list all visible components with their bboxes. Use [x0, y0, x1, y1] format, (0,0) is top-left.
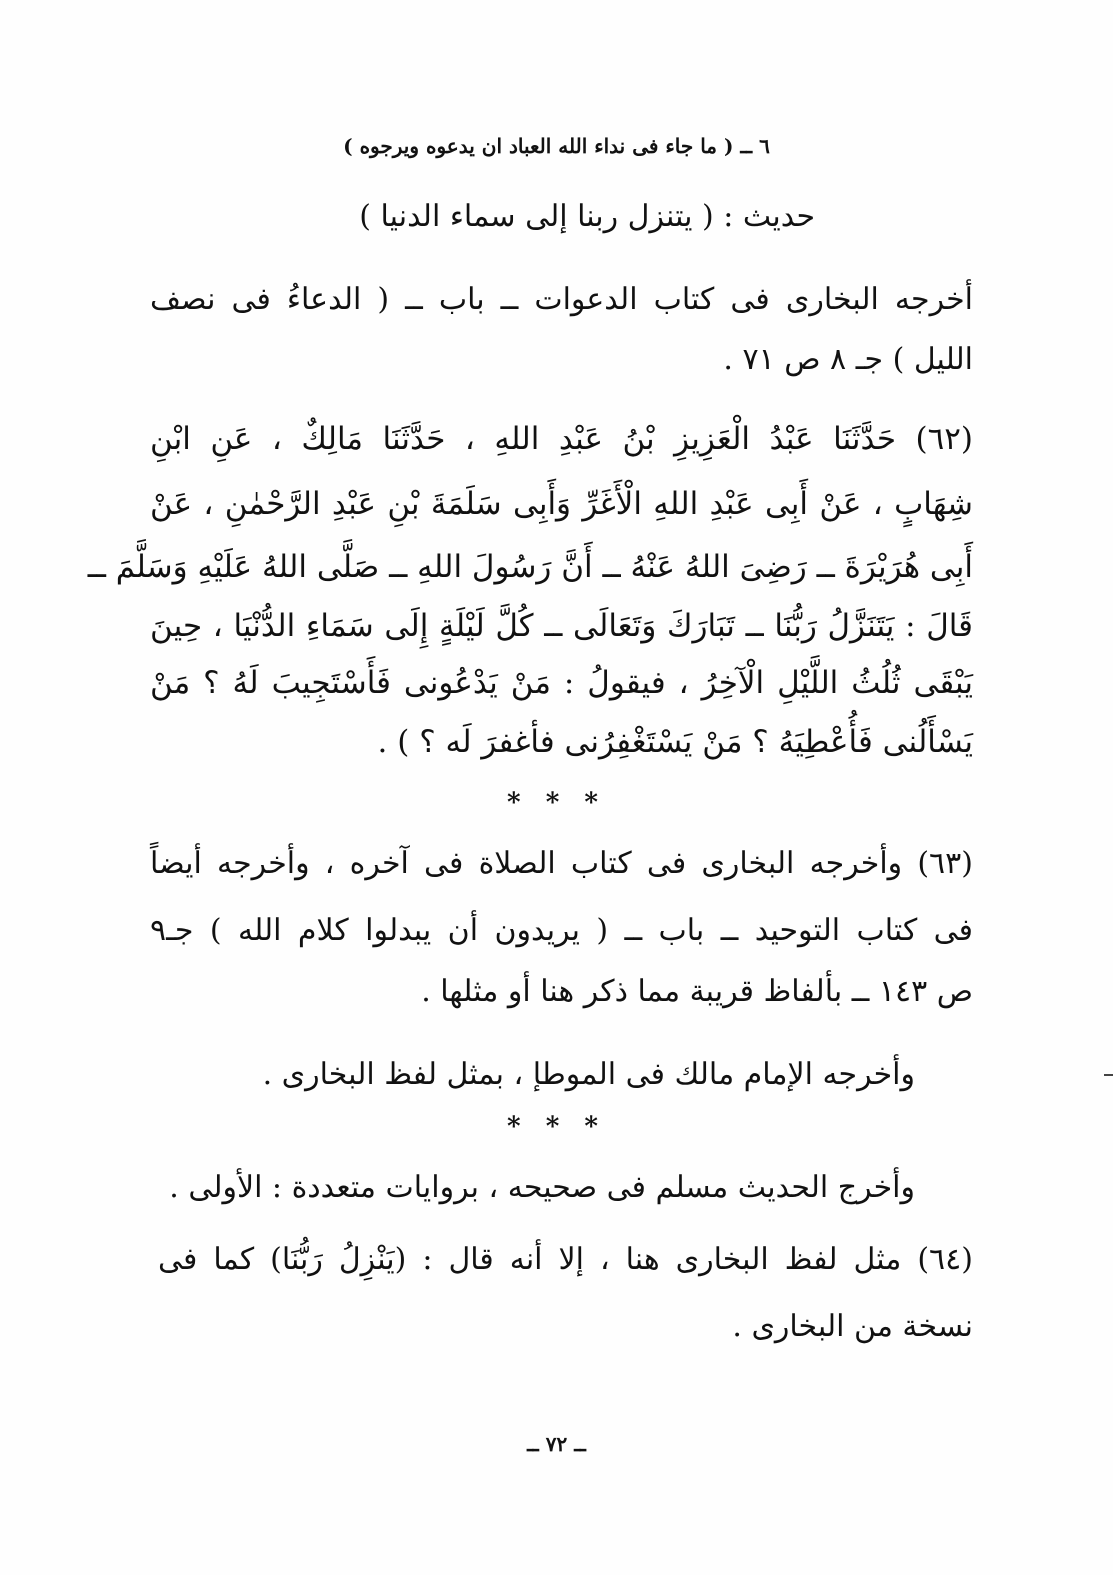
hadith-62-line-1: (٦٢) حَدَّثَنَا عَبْدُ الْعَزِيزِ بْنُ عَبْدِ اللهِ ، حَدَّثَنَا مَالِكٌ ، عَنِ ابْنِ	[150, 421, 973, 457]
section-separator: * * *	[507, 1112, 606, 1142]
hadith-title: حديث : ( يتنزل ربنا إلى سماء الدنيا )	[359, 199, 815, 234]
hadith-62-line-5: يَبْقَى ثُلُثُ اللَّيْلِ الْآخِرُ ، فيقولُ : مَنْ يَدْعُونى فَأَسْتَجِيبَ لَهُ ؟ مَنْ	[150, 665, 973, 701]
hadith-63-line-3: ص ١٤٣ ــ بألفاظ قريبة مما ذكر هنا أو مثلها .	[421, 974, 973, 1009]
hadith-64-line-1: (٦٤) مثل لفظ البخارى هنا ، إلا أنه قال : (يَنْزِلُ رَبُّنَا) كما فى	[158, 1242, 973, 1277]
section-separator: * * *	[507, 788, 606, 818]
hadith-62-line-6: يَسْأَلُنى فَأُعْطِيَهُ ؟ مَنْ يَسْتَغْفِرُنى فأغفرَ لَه ؟ ) .	[377, 724, 973, 760]
page-number: ــ ٧٢ ــ	[527, 1432, 586, 1456]
chapter-heading: ٦ ــ ( ما جاء فى نداء الله العباد ان يدعوه ويرجوه )	[343, 134, 770, 158]
muslim-line: وأخرج الحديث مسلم فى صحيحه ، بروايات متعددة : الأولى .	[169, 1170, 915, 1205]
source-line-1: أخرجه البخارى فى كتاب الدعوات ــ باب ــ ( الدعاءُ فى نصف	[150, 282, 973, 317]
hadith-62-line-3: أَبِى هُرَيْرَةَ ــ رَضِىَ اللهُ عَنْهُ ــ أَنَّ رَسُولَ اللهِ ــ صَلَّى اللهُ عَلَيْهِ وَسَلَّمَ ــ	[87, 549, 973, 585]
hadith-62-line-2: شِهَابٍ ، عَنْ أَبِى عَبْدِ اللهِ الْأَغَرِّ وَأَبِى سَلَمَةَ بْنِ عَبْدِ الرَّحْمٰنِ ، عَنْ	[150, 486, 973, 522]
source-line-2: الليل ) جـ ٨ ص ٧١ .	[723, 342, 973, 377]
hadith-62-line-4: قَالَ : يَتَنَزَّلُ رَبُّنَا ــ تَبَارَكَ وَتَعَالَى ــ كُلَّ لَيْلَةٍ إِلَى سَمَاءِ الدُّنْيَا ، حِينَ	[150, 608, 973, 644]
hadith-64-line-2: نسخة من البخارى .	[732, 1309, 973, 1344]
hadith-63-line-1: (٦٣) وأخرجه البخارى فى كتاب الصلاة فى آخره ، وأخرجه أيضاً	[150, 846, 973, 881]
margin-mark	[1104, 1074, 1113, 1076]
malik-line: وأخرجه الإمام مالك فى الموطإ ، بمثل لفظ البخارى .	[262, 1057, 915, 1092]
hadith-63-line-2: فى كتاب التوحيد ــ باب ــ ( يريدون أن يبدلوا كلام الله ) جـ٩	[150, 913, 973, 948]
